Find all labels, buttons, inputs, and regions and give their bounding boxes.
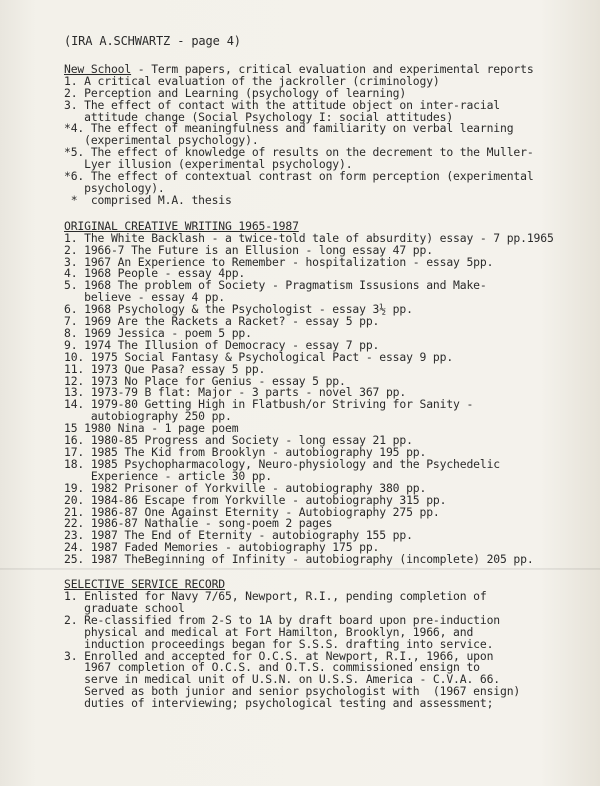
list-item: *6. The effect of contextual contrast on form perception (experimental	[64, 169, 534, 184]
list-item: Lyer illusion (experimental psychology).	[64, 157, 353, 172]
list-item: 3. Enrolled and accepted for O.C.S. at Newport, R.I., 1966, upon	[64, 648, 494, 663]
list-item: 4. 1968 People - essay 4pp.	[64, 266, 246, 281]
new-school-title-rest: - Term papers, critical evaluation and experimental reports	[131, 61, 534, 76]
list-item: 21. 1986-87 One Against Eternity - Autobiography 275 pp.	[64, 504, 440, 519]
list-item: 9. 1974 The Illusion of Democracy - essay 7 pp.	[64, 337, 380, 352]
list-item: graduate school	[64, 600, 185, 615]
new-school-title: New School	[64, 61, 132, 76]
list-item: induction proceedings began for S.S.S. drafting into service.	[64, 636, 494, 651]
list-item: 15 1980 Nina - 1 page poem	[64, 421, 239, 436]
list-item: 22. 1986-87 Nathalie - song-poem 2 pages	[64, 516, 333, 531]
selective-service-section	[64, 579, 594, 710]
list-item: 1. A critical evaluation of the jackroller (criminology)	[64, 73, 440, 88]
list-item: 13. 1973-79 B flat: Major - 3 parts - novel 367 pp.	[64, 385, 407, 400]
list-item: (experimental psychology).	[64, 133, 259, 148]
list-item: *4. The effect of meaningfulness and familiarity on verbal learning	[64, 121, 514, 136]
list-item: autobiography 250 pp.	[64, 409, 232, 424]
list-item: Served as both junior and senior psychologist with (1967 ensign)	[64, 684, 521, 699]
list-item: *5. The effect of knowledge of results on the decrement to the Muller-	[64, 145, 534, 160]
list-item: 19. 1982 Prisoner of Yorkville - autobiography 380 pp.	[64, 480, 427, 495]
list-item: serve in medical unit of U.S.N. on U.S.S. America - C.V.A. 66.	[64, 672, 501, 687]
list-item: 23. 1987 The End of Eternity - autobiography 155 pp.	[64, 528, 413, 543]
list-item: psychology).	[64, 180, 165, 195]
list-item: * comprised M.A. thesis	[64, 192, 232, 207]
list-item: 1. The White Backlash - a twice-told tale of absurdity) essay - 7 pp.1965	[64, 230, 554, 245]
creative-writing-section	[64, 218, 594, 567]
list-item: 2. Re-classified from 2-S to 1A by draft board upon pre-induction	[64, 612, 501, 627]
list-item: 20. 1984-86 Escape from Yorkville - autobiography 315 pp.	[64, 492, 447, 507]
list-item: 11. 1973 Que Pasa? essay 5 pp.	[64, 361, 266, 376]
creative-writing-heading: ORIGINAL CREATIVE WRITING 1965-1987	[64, 218, 299, 233]
selective-service-heading: SELECTIVE SERVICE RECORD	[64, 577, 225, 592]
creative-writing-list	[64, 230, 594, 567]
list-item: 5. 1968 The problem of Society - Pragmatism Issusions and Make-	[64, 278, 487, 293]
list-item: 7. 1969 Are the Rackets a Racket? - essay 5 pp.	[64, 314, 380, 329]
list-item: 25. 1987 TheBeginning of Infinity - autobiography (incomplete) 205 pp.	[64, 552, 534, 567]
list-item: 12. 1973 No Place for Genius - essay 5 pp.	[64, 373, 346, 388]
list-item: believe - essay 4 pp.	[64, 290, 225, 305]
list-item: Experience - article 30 pp.	[64, 468, 272, 483]
list-item: 24. 1987 Faded Memories - autobiography 175 pp.	[64, 540, 380, 555]
list-item: physical and medical at Fort Hamilton, Brooklyn, 1966, and	[64, 624, 474, 639]
list-item: 2. Perception and Learning (psychology of learning)	[64, 85, 407, 100]
new-school-section	[64, 61, 594, 207]
list-item: 17. 1985 The Kid from Brooklyn - autobiography 195 pp.	[64, 445, 427, 459]
list-item: 18. 1985 Psychopharmacology, Neuro-physiology and the Psychedelic	[64, 456, 501, 471]
list-item: 14. 1979-80 Getting High in Flatbush/or Striving for Sanity -	[64, 397, 474, 412]
list-item: 1967 completion of O.C.S. and O.T.S. commissioned ensign to	[64, 660, 480, 675]
list-item: 16. 1980-85 Progress and Society - long essay 21 pp.	[64, 433, 413, 448]
list-item: duties of interviewing; psychological testing and assessment;	[64, 696, 494, 711]
list-item: 10. 1975 Social Fantasy & Psychological Pact - essay 9 pp.	[64, 349, 454, 364]
list-item: 6. 1968 Psychology & the Psychologist - essay 3½ pp.	[64, 302, 413, 317]
list-item: 3. The effect of contact with the attitude object on inter-racial	[64, 97, 501, 112]
page-header: (IRA A.SCHWARTZ - page 4)	[64, 34, 241, 48]
selective-service-list	[64, 588, 594, 711]
list-item: attitude change (Social Psychology I: social attitudes)	[64, 109, 454, 124]
document-body	[64, 36, 594, 710]
list-item: 8. 1969 Jessica - poem 5 pp.	[64, 325, 252, 340]
list-item: 1. Enlisted for Navy 7/65, Newport, R.I., pending completion of	[64, 588, 487, 603]
list-item: 2. 1966-7 The Future is an Ellusion - long essay 47 pp.	[64, 242, 433, 257]
list-item: 3. 1967 An Experience to Remember - hospitalization - essay 5pp.	[64, 254, 494, 269]
new-school-list	[64, 73, 594, 207]
